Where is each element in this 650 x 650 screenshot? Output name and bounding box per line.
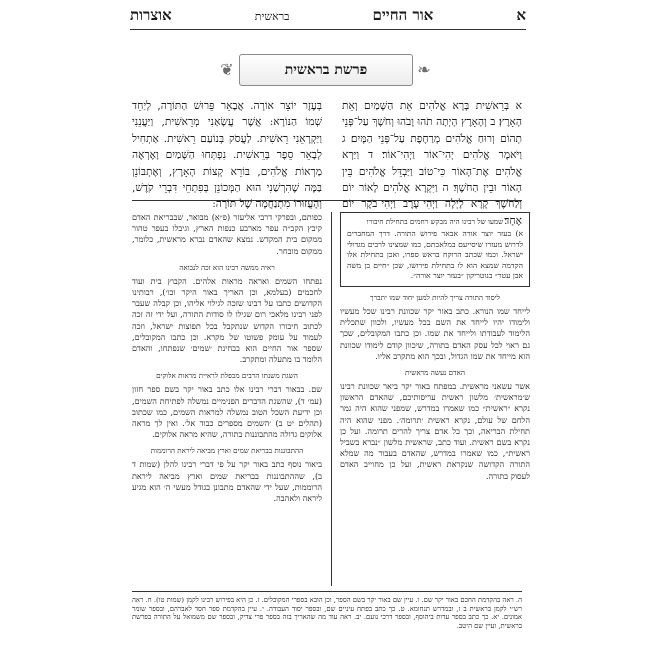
paragraph: נפתחו השמים ואראה מראות אלהים. הקבוץ בית ועוד לחכמים (בעלמא, וכן האריך באור היקר וכו׳), רבותינו הקדושים כתבו על רבינו שזכה לגילוי אליהו, וכן קבלה שעבר לפני רבינו מלאכי רום שגילו לו סודות התורה, ועל ידי זה זכה לכתוב חיבורו הקדוש שנתקבל בכל תפוצות ישראל, וזכה לעמוד על עומק פשוטו של מקרא. וכן כתבו המקובלים, שספר אור החיים הוא בבחינת ׳שמים׳ שנפתחו, והאדם הלומד בו מתעלה ומתקרב. [132,275,322,365]
parsha-title-cartouche [239,54,413,86]
box-heading: שמעו של רבינו היה מבקש רחמים בתחילת חיבורו [366,217,504,226]
section-divider [132,200,522,201]
subheading: ההתבוננות בבריאת שמים וארץ מביאה ליראת הרוממות [150,446,304,456]
ornament-right-icon: ❧ [417,60,431,79]
box-text: א) בעזר יוצר אורה אבאר פירוש התורה. דרך המחברים לדרוש מעזרו שיסייעם במלאכתם, כמו שמצינו לרבים מגדולי ישראל. וכמו שכתב הרוקח בראש ספרו, ואכן בתחילת אלו הקדמה שמצא הוא לו בתחילת פירושו, שכן ״חיים בן משה אבן עטר״ בנוטריקון ״בעזר יוצר אורה״. [347,229,523,281]
intro-box [340,212,530,287]
subheading: ליסוד התורה צריך להיות למען יחוד שמו יתברך [370,292,500,302]
parsha-name: בראשית [254,10,290,23]
footnotes [132,596,522,648]
book-title: אור החיים [372,6,434,24]
pasuk-text: א בְּרֵאשִׁית בָּרָא אֱלֹהִים אֵת הַשָּׁמַיִם וְאֵת הָאָרֶץ׃ ב וְהָאָרֶץ הָיְתָה תֹהוּ וָבֹהוּ וְחֹשֶׁךְ עַל־פְּנֵי תְהוֹם וְרוּחַ אֱלֹהִים מְרַחֶפֶת עַל־פְּנֵי הַמָּיִם׃ ג וַיֹּאמֶר אֱלֹהִים יְהִי־אוֹר וַיְהִי־אוֹר׃ ד וַיַּרְא אֱלֹהִים אֶת־הָאוֹר כִּי־טוֹב וַיַּבְדֵּל אֱלֹהִים בֵּין הָאוֹר וּבֵין הַחֹשֶׁךְ׃ ה וַיִּקְרָא אֱלֹהִים לָאוֹר יוֹם וְלַחֹשֶׁךְ קָרָא לָיְלָה וַיְהִי־עֶרֶב וַיְהִי־בֹקֶר יוֹם אֶחָד׃ [342,100,522,227]
parsha-title: פרשת בראשית [284,61,368,78]
commentary-column-left [132,212,322,588]
footnote-rule [132,591,522,592]
paragraph: שם. בבאור דברי רבינו אלו כתב באור יקר בשם ספר חזון (עמ׳ ד), שהשגת הדברים הפנימיים נמשלה לפתיחת השמים, וכן ידיעת השכל הטוב נמשלה למראות השמים, כמו שכתוב (תהלים יט ב) ׳השמים מספרים כבוד אל׳. ואין לך מראה אלוקים גדולה מהתבוננות בתורה, שהיא מראה אלוקים. [132,384,322,440]
page-letter: א [516,6,526,24]
paragraph: לייחד שמו הנורא. כתב באור יקר שכוונת רבינו שכל מעשיו ולימודו יהיו לייחד את השם בכל מעשיו, ולכוון שתכלית הלימוד לעבודתו ולייחד את שמו. וכן כתבו המקובלים, שכך גם ראוי לכל עסק האדם בתורה, שיכוון קודם לימודו שכוונת הוא מייחד את שמו הגדול, ובכך הוא מתקרב אליו. [340,305,530,361]
subheading: ראיה ממשה רבינו הוא זכה לנבואה [179,262,275,272]
subheading: השגת משנתו הרבים מכפלת לראיית מראות אלוקים [156,371,298,381]
subheading: האדם נעשה מראשית [404,367,466,377]
paragraph: ביאור נוסף כתב באור יקר על פי דברי רבינו להלן (שמות ד ב), שההתבוננות בבריאת שמים וארץ מביאה ליראת הרוממות, שעל ידי שהאדם מתבונן בגודל מעשי ה׳ הוא מגיע ליראה ולאהבה. [132,459,322,504]
footnote-text: ה. ראה בהקדמת החכם באור יקר שם. ו. עיין שם באור יקר בשם הספר, וכן הובא בספרי המקובלים. ז. כן היא בפירוש רבינו לקמן (שמות טו). ח. ראה רש״י לקמן בראשית ב ז, ובמדרש תנחומא. ט. כך כתב בפתח עיניים שם, ובספר יסוד העבודה. י. עיין בהקדמת ספר חסד לאברהם, ובספר שומר אמונים. יא. כך כתב בספר עדות ביהוסף, ובספר דרכי נועם. יב. ראה עוד מה שהאריך בזה בספר פרי צדיק, ובספר שם משמואל על התורה בפרשת בראשית, ועיין שם היטב. [132,596,522,630]
paragraph: אשר עשאני מראשית. במפתח באור יקר ביאר שכוונת רבינו ש׳מראשית׳ מלשון ראשית עריסותיכם, שהאדם הראשון נקרא ״ראשית״ כמו שאמרו במדרש, שמפני שהוא היה גמר הלחם של עולם, נקרא ראשית ׳תרומה׳. מפני שהוא היה תחילת הבריאה, וכך כל אדם צריך להרים תרומה. ועל כן נקרא בשם ראשית. ועוד כתב, שראשית מלשון ״נברא בשביל ראשית״, כמו שאמרו במדרש, שהאדם בעבור מה שמלא התורה הקדושה שנקראת ראשית, ועל כן מחוייב האדם לעסוק בתורה. [340,380,530,481]
ornament-left-icon: ❦ [220,60,234,79]
opening-prayer: בְּעֶזֶר יוֹצֵר אוֹרָה. אֲבָאֵר פֵּרוּשׁ הַתּוֹרָה, לְיַחֵד שְׁמוֹ הַנּוֹרָא: אֲשֶׁר עֲשָׂאַנִי מְרֵאשִׁית, וַיַּעֲנֵנִי וַיַּקְרָאֵנִי רֵאשִׁית. לַעֲסֹק בְּנוֹעַם רֵאשִׁית. אַתְחִיל לְבָאֵר סֵפֶר בְּרֵאשִׁית. נִפְתְּחוּ הַשָּׁמַיִם וָאֶרְאֶה מַרְאוֹת אֱלֹהִים, בּוֹרֵא קְצוֹת הָאָרֶץ, וְאֶתְבּוֹנֵן בַּמֶּה שֶׁהִרְשַׁנִי הוּא הַמְּכוֹנֵן בְּפִתְחֵי דִּבְרֵי קֹדֶשׁ, וְהָעֲזוּרוֹ מִתְנַחֲמָה שֶׁל תּוֹרָה: [132,100,322,211]
header-rule [130,29,526,30]
running-header [130,6,526,28]
column-divider [331,212,332,586]
series-title: אוצרות [130,6,172,24]
commentary-column-right [340,212,530,588]
paragraph: כפותם, ובפרקי דרבי אליעזר (פ״א) מבואר, שבבריאת האדם קיבץ הקב״ה עפר מארבע כנפות הארץ, וגיבלו בעפר טהור ממקום בית המקדש. נמצא שהאדם נברא מראשית, כלומר, ממקום מובחר. [132,212,322,256]
